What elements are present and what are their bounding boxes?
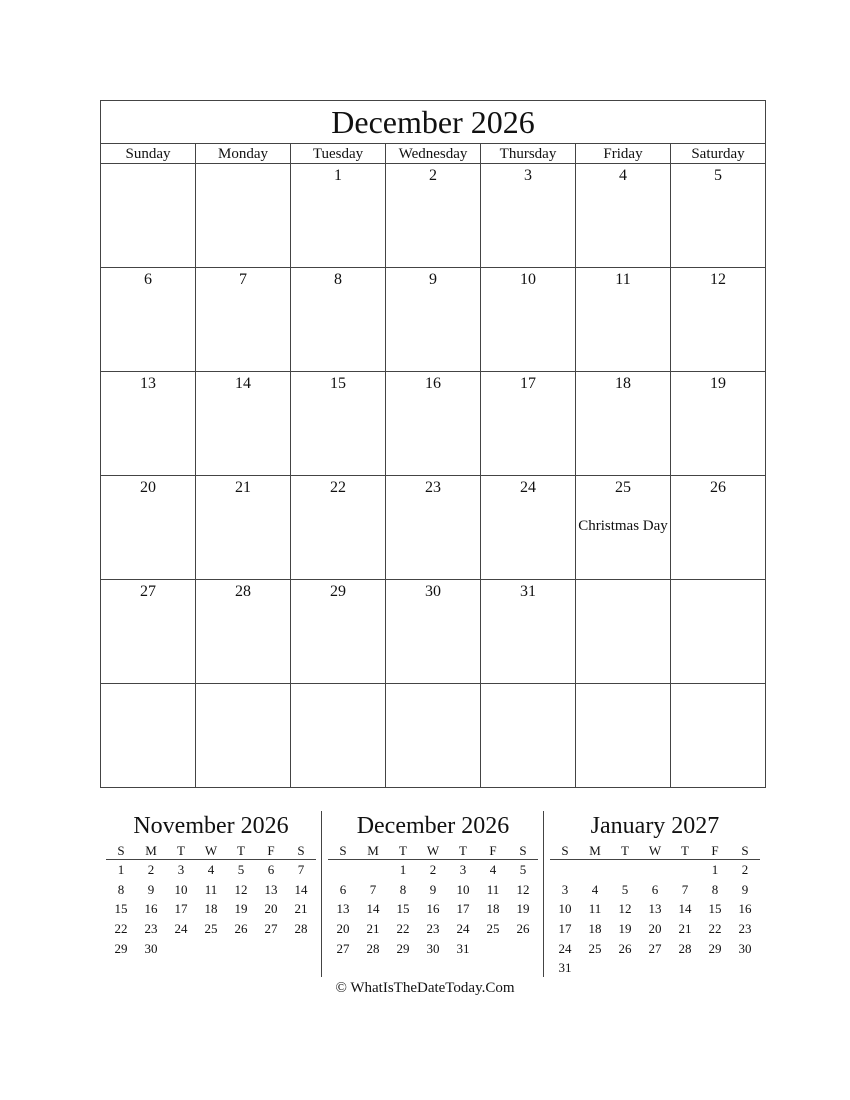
- weekday-label: Sunday: [101, 144, 196, 164]
- mini-day-number: 29: [708, 940, 722, 956]
- mini-day-number: 31: [558, 960, 572, 976]
- day-number: 14: [235, 375, 251, 392]
- day-number: 6: [144, 271, 152, 288]
- mini-day-number: [730, 958, 760, 978]
- mini-day-number: [226, 938, 256, 958]
- mini-day-number: 16: [738, 901, 752, 917]
- mini-calendar-divider: [543, 811, 544, 977]
- mini-weekday-label: T: [388, 842, 418, 860]
- mini-day-number: 15: [114, 901, 128, 917]
- mini-week-row: [328, 938, 538, 958]
- mini-week-row: [550, 880, 760, 900]
- mini-week-row: [106, 938, 316, 958]
- mini-day-number: 14: [294, 881, 308, 897]
- mini-day-number: 24: [174, 921, 188, 937]
- weekday-label: Saturday: [671, 144, 766, 164]
- day-cell: [481, 580, 576, 684]
- mini-week-row: [328, 880, 538, 900]
- mini-day-number: 17: [456, 901, 470, 917]
- day-number: 29: [330, 583, 346, 600]
- day-cell: [291, 372, 386, 476]
- day-cell: [671, 476, 766, 580]
- mini-week-row: [550, 938, 760, 958]
- day-number: 19: [710, 375, 726, 392]
- mini-weekday-label: M: [580, 842, 610, 860]
- day-number: 9: [429, 271, 437, 288]
- month-calendar: [100, 100, 766, 788]
- mini-week-row: [328, 860, 538, 880]
- day-cell: [386, 580, 481, 684]
- mini-day-number: [610, 958, 640, 978]
- day-number: 7: [239, 271, 247, 288]
- day-number: 26: [710, 479, 726, 496]
- mini-day-number: 6: [651, 881, 659, 897]
- day-cell: [386, 372, 481, 476]
- mini-day-number: [286, 938, 316, 958]
- mini-weekday-label: M: [358, 842, 388, 860]
- mini-weekday-label: T: [610, 842, 640, 860]
- mini-weekday-label: S: [106, 842, 136, 860]
- day-number: 15: [330, 375, 346, 392]
- mini-day-number: 28: [366, 940, 380, 956]
- mini-weekday-label: T: [670, 842, 700, 860]
- day-cell: [291, 268, 386, 372]
- day-number: 11: [615, 271, 631, 288]
- day-number: [101, 684, 195, 686]
- week-row: [101, 684, 766, 788]
- mini-day-number: 7: [369, 881, 377, 897]
- day-number: 3: [524, 167, 532, 184]
- mini-day-number: 30: [144, 940, 158, 956]
- mini-day-number: 27: [648, 940, 662, 956]
- holiday-label: Christmas Day: [578, 518, 668, 534]
- day-number: 2: [429, 167, 437, 184]
- mini-day-number: 19: [516, 901, 530, 917]
- weekday-label: Wednesday: [386, 144, 481, 164]
- day-number: 16: [425, 375, 441, 392]
- mini-day-number: 4: [207, 862, 215, 878]
- day-number: [671, 580, 765, 582]
- weekday-label: Friday: [576, 144, 671, 164]
- mini-day-number: [358, 860, 388, 880]
- mini-week-row: [106, 880, 316, 900]
- mini-day-number: 8: [117, 881, 125, 897]
- mini-day-number: 20: [648, 921, 662, 937]
- mini-week-row: [550, 860, 760, 880]
- mini-weekday-label: S: [328, 842, 358, 860]
- weekday-header-row: [101, 144, 766, 164]
- mini-day-number: 2: [741, 862, 749, 878]
- mini-day-number: 25: [486, 921, 500, 937]
- mini-day-number: 15: [708, 901, 722, 917]
- mini-day-number: 18: [204, 901, 218, 917]
- day-cell: [576, 580, 671, 684]
- mini-day-number: 24: [558, 940, 572, 956]
- mini-calendar-current: [325, 810, 541, 958]
- mini-day-number: 4: [489, 862, 497, 878]
- mini-day-number: [508, 938, 538, 958]
- day-number: [481, 684, 575, 686]
- mini-day-number: 12: [516, 881, 530, 897]
- day-cell: [196, 684, 291, 788]
- week-row: [101, 268, 766, 372]
- mini-day-number: 20: [264, 901, 278, 917]
- day-number: 28: [235, 583, 251, 600]
- mini-day-number: 10: [174, 881, 188, 897]
- day-cell: [101, 268, 196, 372]
- mini-weekday-label: T: [166, 842, 196, 860]
- calendar-title: December 2026: [101, 101, 766, 144]
- day-cell: [386, 684, 481, 788]
- mini-day-number: 3: [177, 862, 185, 878]
- day-number: 13: [140, 375, 156, 392]
- day-cell: [101, 684, 196, 788]
- day-number: [291, 684, 385, 686]
- day-number: 12: [710, 271, 726, 288]
- day-number: 10: [520, 271, 536, 288]
- day-cell: [481, 684, 576, 788]
- day-cell: [576, 684, 671, 788]
- day-number: 5: [714, 167, 722, 184]
- mini-week-row: [328, 919, 538, 939]
- mini-day-number: [196, 938, 226, 958]
- mini-day-number: [166, 938, 196, 958]
- day-cell: [671, 372, 766, 476]
- day-cell: [196, 164, 291, 268]
- mini-day-number: 30: [738, 940, 752, 956]
- mini-day-number: 3: [459, 862, 467, 878]
- mini-calendar-grid: [106, 842, 316, 958]
- day-number: 20: [140, 479, 156, 496]
- mini-day-number: 29: [396, 940, 410, 956]
- weekday-label: Tuesday: [291, 144, 386, 164]
- mini-day-number: 22: [396, 921, 410, 937]
- mini-day-number: 3: [561, 881, 569, 897]
- day-number: [576, 684, 670, 686]
- mini-weekday-label: W: [196, 842, 226, 860]
- day-number: [196, 684, 290, 686]
- mini-week-row: [106, 919, 316, 939]
- mini-day-number: 9: [429, 881, 437, 897]
- mini-day-number: 9: [741, 881, 749, 897]
- mini-calendar-title: January 2027: [590, 813, 720, 839]
- day-cell: [196, 372, 291, 476]
- day-number: 22: [330, 479, 346, 496]
- mini-day-number: 29: [114, 940, 128, 956]
- mini-week-row: [106, 860, 316, 880]
- mini-day-number: 8: [399, 881, 407, 897]
- day-number: 30: [425, 583, 441, 600]
- day-cell: [576, 372, 671, 476]
- week-row: [101, 580, 766, 684]
- mini-day-number: [640, 860, 670, 880]
- mini-day-number: 25: [588, 940, 602, 956]
- day-cell: [196, 476, 291, 580]
- mini-weekday-label: W: [418, 842, 448, 860]
- mini-day-number: 12: [618, 901, 632, 917]
- mini-weekday-label: S: [508, 842, 538, 860]
- mini-week-row: [550, 919, 760, 939]
- mini-day-number: 18: [486, 901, 500, 917]
- mini-day-number: 30: [426, 940, 440, 956]
- mini-calendar-title: December 2026: [356, 813, 510, 839]
- mini-day-number: [610, 860, 640, 880]
- mini-day-number: 26: [234, 921, 248, 937]
- day-cell: [386, 268, 481, 372]
- weekday-label: Thursday: [481, 144, 576, 164]
- mini-day-number: 22: [708, 921, 722, 937]
- day-number: [196, 164, 290, 166]
- mini-calendar-next: [547, 810, 763, 978]
- mini-calendar-grid: [328, 842, 538, 958]
- day-number: [671, 684, 765, 686]
- day-cell: [386, 476, 481, 580]
- day-cell: [671, 684, 766, 788]
- day-number: [101, 164, 195, 166]
- day-number: 17: [520, 375, 536, 392]
- weekday-label: Monday: [196, 144, 291, 164]
- mini-day-number: [580, 860, 610, 880]
- day-cell: [671, 164, 766, 268]
- mini-day-number: 6: [339, 881, 347, 897]
- mini-day-number: 19: [618, 921, 632, 937]
- mini-day-number: 2: [147, 862, 155, 878]
- mini-day-number: 27: [264, 921, 278, 937]
- mini-day-number: 16: [426, 901, 440, 917]
- day-number: 24: [520, 479, 536, 496]
- mini-weekday-label: S: [730, 842, 760, 860]
- day-number: 31: [520, 583, 536, 600]
- day-cell: [671, 268, 766, 372]
- mini-week-row: [106, 899, 316, 919]
- mini-day-number: 13: [336, 901, 350, 917]
- mini-day-number: 9: [147, 881, 155, 897]
- day-number: 27: [140, 583, 156, 600]
- day-number: 4: [619, 167, 627, 184]
- mini-day-number: 11: [204, 881, 218, 897]
- mini-day-number: 12: [234, 881, 248, 897]
- mini-day-number: [478, 938, 508, 958]
- mini-day-number: 21: [366, 921, 380, 937]
- mini-day-number: 5: [621, 881, 629, 897]
- mini-calendar-title: November 2026: [133, 813, 289, 839]
- day-cell: [481, 268, 576, 372]
- mini-day-number: 22: [114, 921, 128, 937]
- mini-day-number: 13: [264, 881, 278, 897]
- mini-day-number: [328, 860, 358, 880]
- mini-day-number: 11: [486, 881, 500, 897]
- mini-weekday-label: F: [256, 842, 286, 860]
- mini-day-number: 23: [144, 921, 158, 937]
- mini-day-number: 5: [519, 862, 527, 878]
- mini-day-number: 31: [456, 940, 470, 956]
- day-number: [576, 580, 670, 582]
- mini-day-number: 18: [588, 921, 602, 937]
- mini-day-number: [550, 860, 580, 880]
- mini-day-number: 1: [399, 862, 407, 878]
- mini-day-number: 14: [366, 901, 380, 917]
- mini-day-number: 26: [618, 940, 632, 956]
- mini-day-number: 5: [237, 862, 245, 878]
- day-cell: [101, 476, 196, 580]
- day-number: 1: [334, 167, 342, 184]
- mini-weekday-label: T: [448, 842, 478, 860]
- mini-day-number: 28: [678, 940, 692, 956]
- day-cell: [386, 164, 481, 268]
- mini-day-number: 10: [456, 881, 470, 897]
- day-cell: [576, 164, 671, 268]
- day-cell: [291, 476, 386, 580]
- day-cell: [291, 164, 386, 268]
- mini-weekday-label: M: [136, 842, 166, 860]
- day-cell: [481, 476, 576, 580]
- mini-day-number: 21: [294, 901, 308, 917]
- mini-day-number: 17: [174, 901, 188, 917]
- mini-day-number: 10: [558, 901, 572, 917]
- mini-day-number: 25: [204, 921, 218, 937]
- mini-day-number: 24: [456, 921, 470, 937]
- mini-day-number: 23: [738, 921, 752, 937]
- mini-weekday-label: T: [226, 842, 256, 860]
- day-cell: [101, 580, 196, 684]
- day-cell: [101, 372, 196, 476]
- day-cell: [291, 580, 386, 684]
- mini-day-number: 15: [396, 901, 410, 917]
- mini-day-number: 21: [678, 921, 692, 937]
- mini-day-number: [700, 958, 730, 978]
- day-number: 21: [235, 479, 251, 496]
- day-cell: [291, 684, 386, 788]
- mini-day-number: [670, 860, 700, 880]
- mini-day-number: 7: [297, 862, 305, 878]
- mini-day-number: [640, 958, 670, 978]
- mini-day-number: 27: [336, 940, 350, 956]
- day-cell: [671, 580, 766, 684]
- mini-calendar-grid: [550, 842, 760, 978]
- mini-day-number: 26: [516, 921, 530, 937]
- mini-day-number: [256, 938, 286, 958]
- mini-weekday-label: S: [550, 842, 580, 860]
- mini-week-row: [328, 899, 538, 919]
- day-number: 23: [425, 479, 441, 496]
- mini-day-number: 17: [558, 921, 572, 937]
- day-cell: [576, 476, 671, 580]
- calendar-grid: [101, 164, 766, 788]
- day-number: 18: [615, 375, 631, 392]
- week-row: [101, 372, 766, 476]
- mini-day-number: 28: [294, 921, 308, 937]
- mini-day-number: 1: [117, 862, 125, 878]
- mini-day-number: [670, 958, 700, 978]
- mini-weekday-label: F: [700, 842, 730, 860]
- mini-day-number: 23: [426, 921, 440, 937]
- day-cell: [481, 372, 576, 476]
- day-cell: [196, 268, 291, 372]
- day-number: [386, 684, 480, 686]
- mini-day-number: 8: [711, 881, 719, 897]
- mini-day-number: 13: [648, 901, 662, 917]
- mini-day-number: 4: [591, 881, 599, 897]
- mini-day-number: 7: [681, 881, 689, 897]
- day-number: 25: [615, 479, 631, 496]
- day-number: 8: [334, 271, 342, 288]
- mini-day-number: [580, 958, 610, 978]
- mini-day-number: 19: [234, 901, 248, 917]
- mini-weekday-label: S: [286, 842, 316, 860]
- week-row: [101, 164, 766, 268]
- mini-weekday-label: W: [640, 842, 670, 860]
- copyright-footer: © WhatIsTheDateToday.Com: [335, 980, 515, 996]
- mini-calendar-previous: [103, 810, 319, 958]
- mini-day-number: 11: [588, 901, 602, 917]
- mini-weekday-label: F: [478, 842, 508, 860]
- day-cell: [481, 164, 576, 268]
- mini-day-number: 1: [711, 862, 719, 878]
- mini-week-row: [550, 958, 760, 978]
- mini-day-number: 20: [336, 921, 350, 937]
- day-cell: [576, 268, 671, 372]
- mini-calendar-divider: [321, 811, 322, 977]
- mini-day-number: 16: [144, 901, 158, 917]
- day-cell: [196, 580, 291, 684]
- week-row: [101, 476, 766, 580]
- day-cell: [101, 164, 196, 268]
- mini-week-row: [550, 899, 760, 919]
- mini-day-number: 14: [678, 901, 692, 917]
- mini-day-number: 6: [267, 862, 275, 878]
- mini-day-number: 2: [429, 862, 437, 878]
